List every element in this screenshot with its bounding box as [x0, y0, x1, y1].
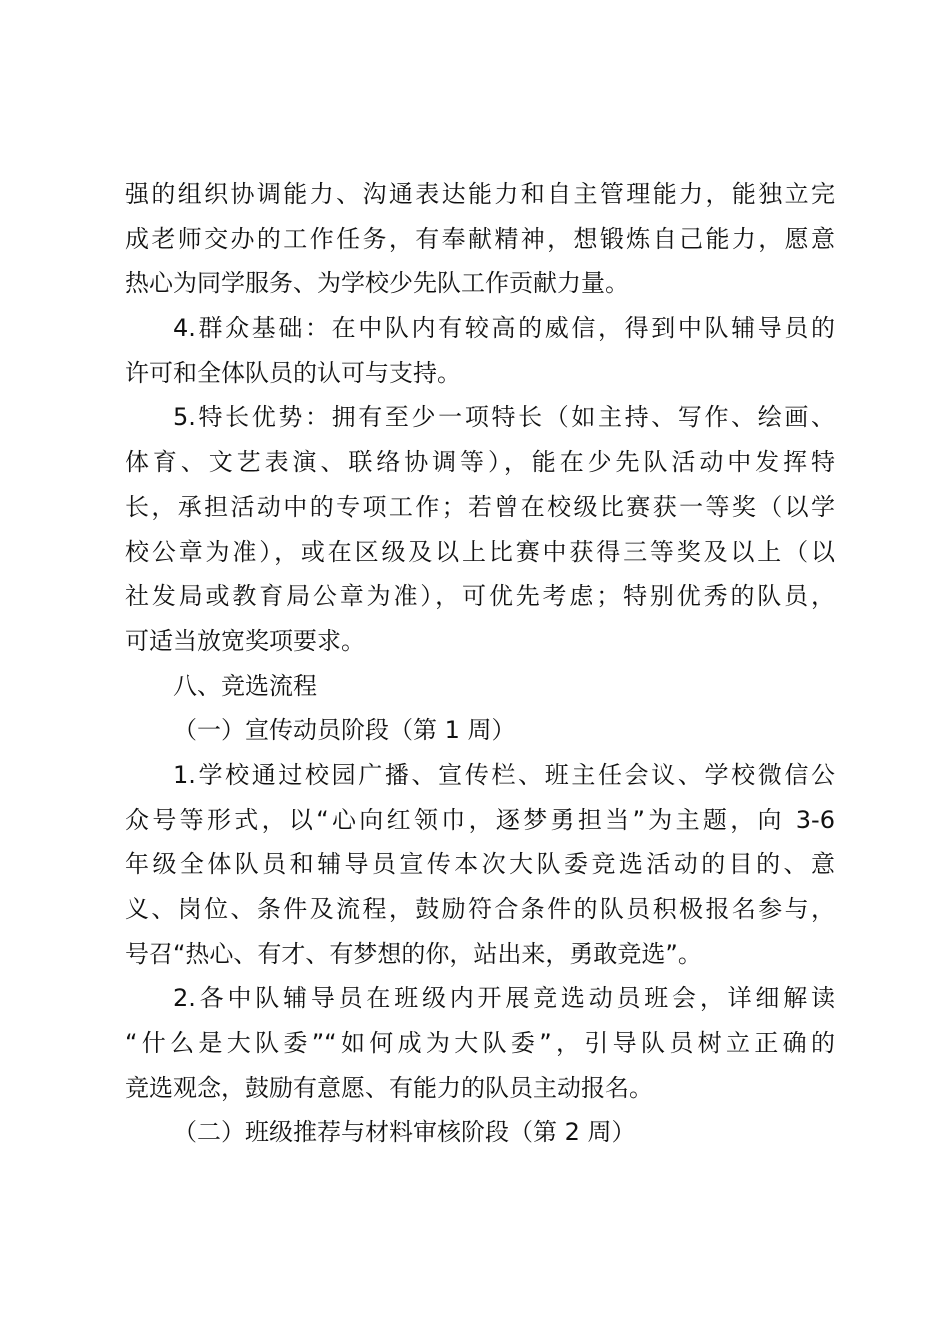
- text-line: 义、岗位、条件及流程，鼓励符合条件的队员积极报名参与，: [125, 895, 835, 923]
- text-line: 长，承担活动中的专项工作；若曾在校级比赛获一等奖（以学: [125, 492, 835, 521]
- text-line: 校公章为准），或在区级及以上比赛中获得三等奖及以上（以: [125, 537, 835, 566]
- text-line: 可适当放宽奖项要求。: [125, 626, 365, 655]
- text-line: 1.学校通过校园广播、宣传栏、班主任会议、学校微信公: [173, 760, 835, 789]
- text-line: 热心为同学服务、为学校少先队工作贡献力量。: [125, 269, 629, 298]
- text-line: 社发局或教育局公章为准），可优先考虑；特别优秀的队员，: [125, 582, 835, 611]
- text-line: 2.各中队辅导员在班级内开展竞选动员班会，详细解读: [173, 984, 835, 1013]
- text-line: “什么是大队委”“如何成为大队委”，引导队员树立正确的: [125, 1029, 835, 1058]
- text-line: （二）班级推荐与材料审核阶段（第 2 周）: [173, 1118, 636, 1147]
- text-line: 5.特长优势：拥有至少一项特长（如主持、写作、绘画、: [173, 403, 835, 432]
- text-line: 4.群众基础：在中队内有较高的威信，得到中队辅导员的: [173, 314, 835, 343]
- text-line: 体育、文艺表演、联络协调等），能在少先队活动中发挥特: [125, 448, 835, 477]
- text-line: 号召“热心、有才、有梦想的你，站出来，勇敢竞选”。: [125, 939, 702, 968]
- document-body: [125, 172, 835, 1155]
- text-line: （一）宣传动员阶段（第 1 周）: [173, 716, 516, 745]
- text-line: 年级全体队员和辅导员宣传本次大队委竞选活动的目的、意: [125, 850, 835, 879]
- text-line: 强的组织协调能力、沟通表达能力和自主管理能力，能独立完: [125, 180, 835, 208]
- text-line: 竞选观念，鼓励有意愿、有能力的队员主动报名。: [125, 1073, 653, 1102]
- text-line: 许可和全体队员的认可与支持。: [125, 358, 461, 387]
- text-line: 八、竞选流程: [173, 671, 317, 700]
- text-line: 众号等形式，以“心向红领巾，逐梦勇担当”为主题，向 3-6: [125, 805, 835, 834]
- text-line: 成老师交办的工作任务，有奉献精神，想锻炼自己能力，愿意: [125, 224, 835, 253]
